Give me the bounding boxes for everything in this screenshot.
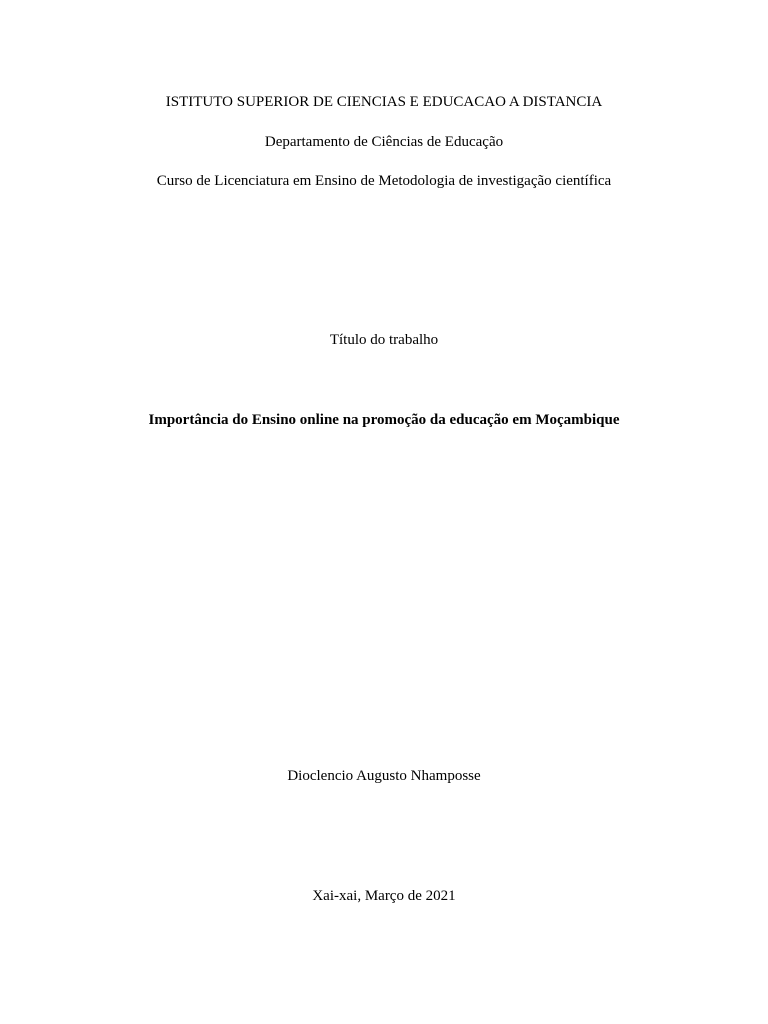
institution-name: ISTITUTO SUPERIOR DE CIENCIAS E EDUCACAO A DISTANCIA xyxy=(165,94,603,110)
title-label: Título do trabalho xyxy=(329,332,439,348)
document-title: Importância do Ensino online na promoção da educação em Moçambique xyxy=(148,412,620,428)
place-and-date: Xai-xai, Março de 2021 xyxy=(312,888,456,904)
department-name: Departamento de Ciências de Educação xyxy=(264,134,504,150)
author-name: Dioclencio Augusto Nhamposse xyxy=(287,768,481,784)
course-name: Curso de Licenciatura em Ensino de Metodologia de investigação científica xyxy=(156,173,612,189)
